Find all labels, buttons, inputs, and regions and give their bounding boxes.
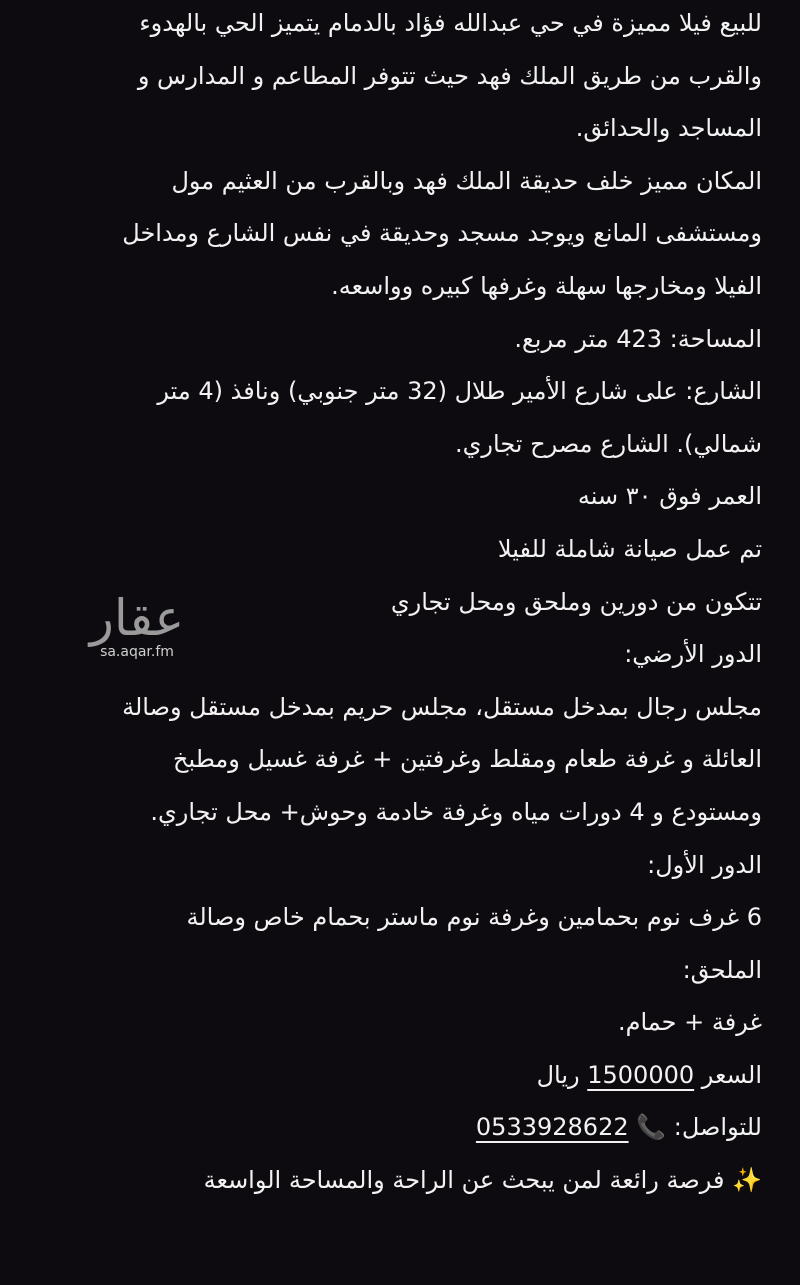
text-line: تتكون من دورين وملحق ومحل تجاري (390, 587, 762, 616)
text-line: 6 غرف نوم بحمامين وغرفة نوم ماستر بحمام خاص وصالة (186, 903, 762, 932)
text-line: العائلة و غرفة طعام ومقلط وغرفتين + غرفة غسيل ومطبخ (172, 745, 762, 774)
text-line: غرفة + حمام. (617, 1008, 762, 1037)
age-line: العمر فوق ٣٠ سنه (577, 482, 762, 511)
section-heading: الدور الأول: (647, 850, 762, 879)
aqar-logo: عقار (89, 589, 185, 647)
text-line: للبيع فيلا مميزة في حي عبدالله فؤاد بالدمام يتميز الحي بالهدوء (139, 9, 762, 37)
text-line: ومستودع و 4 دورات مياه وغرفة خادمة وحوش+ محل تجاري. (150, 797, 762, 826)
contact-label: للتواصل: (673, 1113, 762, 1142)
phone-link[interactable]: 0533928622 (475, 1113, 629, 1142)
area-line: المساحة: 423 متر مربع. (514, 324, 762, 353)
text-line: تم عمل صيانة شاملة للفيلا (497, 534, 762, 563)
contact-line (476, 1101, 762, 1154)
aqar-url: sa.aqar.fm (100, 644, 174, 660)
price-line (537, 1049, 762, 1102)
text-line: المساجد والحدائق. (575, 114, 762, 143)
section-heading: الدور الأرضي: (624, 640, 762, 669)
text-line: مجلس رجال بمدخل مستقل، مجلس حريم بمدخل مستقل وصالة (122, 692, 762, 721)
text-line: الشارع: على شارع الأمير طلال (32 متر جنوبي) ونافذ (4 متر (157, 377, 762, 406)
price-currency: ريال (536, 1060, 580, 1089)
text-line: شمالي). الشارع مصرح تجاري. (455, 429, 762, 458)
price-value: 1500000 (587, 1060, 695, 1089)
closing-line (204, 1154, 762, 1207)
section-heading: الملحق: (682, 955, 762, 984)
text-line: ومستشفى المانع ويوجد مسجد وحديقة في نفس الشارع ومداخل (122, 219, 762, 248)
text-line: والقرب من طريق الملك فهد حيث تتوفر المطاعم و المدارس و (137, 61, 762, 90)
price-label: السعر (701, 1060, 762, 1089)
phone-icon: 📞 (636, 1113, 667, 1142)
closing-text: فرصة رائعة لمن يبحث عن الراحة والمساحة الواسعة (203, 1166, 725, 1195)
text-line: الفيلا ومخارجها سهلة وغرفها كبيره وواسعه. (331, 271, 762, 300)
text-line: المكان مميز خلف حديقة الملك فهد وبالقرب من العثيم مول (171, 166, 762, 195)
aqar-watermark (72, 589, 202, 660)
sparkles-icon: ✨ (732, 1166, 762, 1195)
